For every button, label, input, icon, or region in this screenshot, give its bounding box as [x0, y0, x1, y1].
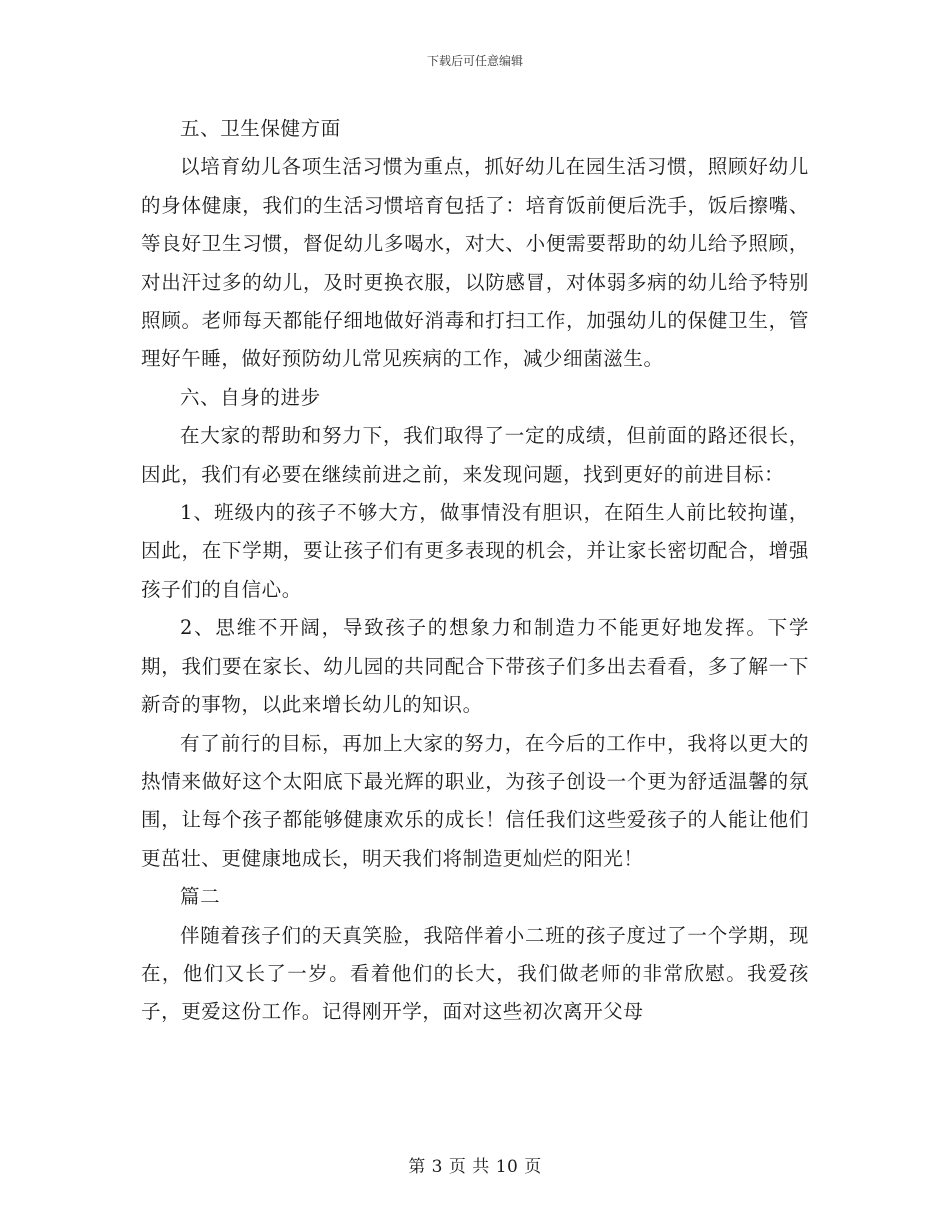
page-header: 下载后可任意编辑 [426, 54, 523, 68]
section-heading-hygiene: 五、卫生保健方面 [180, 117, 341, 140]
page-number-footer: 第 3 页 共 10 页 [408, 1157, 542, 1177]
paragraph-goal-2: 2、思维不开阔，导致孩子的想象力和制造力不能更好地发挥。下学期，我们要在家长、幼儿园的共同配合下带孩子们多出去看看，多了解一下新奇的事物，以此来增长幼儿的知识。 [141, 616, 809, 717]
paragraph-conclusion: 有了前行的目标，再加上大家的努力，在今后的工作中，我将以更大的热情来做好这个太阳底下最光辉的职业，为孩子创设一个更为舒适温馨的氛围，让每个孩子都能够健康欢乐的成长！信任我们这些爱孩子的人能让他们更茁壮、更健康地成长，明天我们将制造更灿烂的阳光！ [141, 731, 809, 870]
paragraph-progress-intro: 在大家的帮助和努力下，我们取得了一定的成绩，但前面的路还很长，因此，我们有必要在继续前进之前，来发现问题，找到更好的前进目标： [141, 424, 809, 486]
document-body [141, 110, 809, 1032]
paragraph-hygiene: 以培育幼儿各项生活习惯为重点，抓好幼儿在园生活习惯，照顾好幼儿的身体健康，我们的生活习惯培育包括了：培育饭前便后洗手，饭后擦嘴、等良好卫生习惯，督促幼儿多喝水，对大、小便需要帮助的幼儿给予照顾，对出汗过多的幼儿，及时更换衣服，以防感冒，对体弱多病的幼儿给予特别照顾。老师每天都能仔细地做好消毒和打扫工作，加强幼儿的保健卫生，管理好午睡，做好预防幼儿常见疾病的工作，减少细菌滋生。 [141, 155, 809, 371]
section-heading-progress: 六、自身的进步 [180, 385, 321, 409]
section-heading-part-two: 篇二 [180, 885, 221, 909]
paragraph-part-two-intro: 伴随着孩子们的天真笑脸，我陪伴着小二班的孩子度过了一个学期，现在，他们又长了一岁。看着他们的长大，我们做老师的非常欣慰。我爱孩子，更爱这份工作。记得刚开学，面对这些初次离开父母 [141, 923, 809, 1024]
paragraph-goal-1: 1、班级内的孩子不够大方，做事情没有胆识，在陌生人前比较拘谨，因此，在下学期，要让孩子们有更多表现的机会，并让家长密切配合，增强孩子们的自信心。 [141, 501, 809, 601]
